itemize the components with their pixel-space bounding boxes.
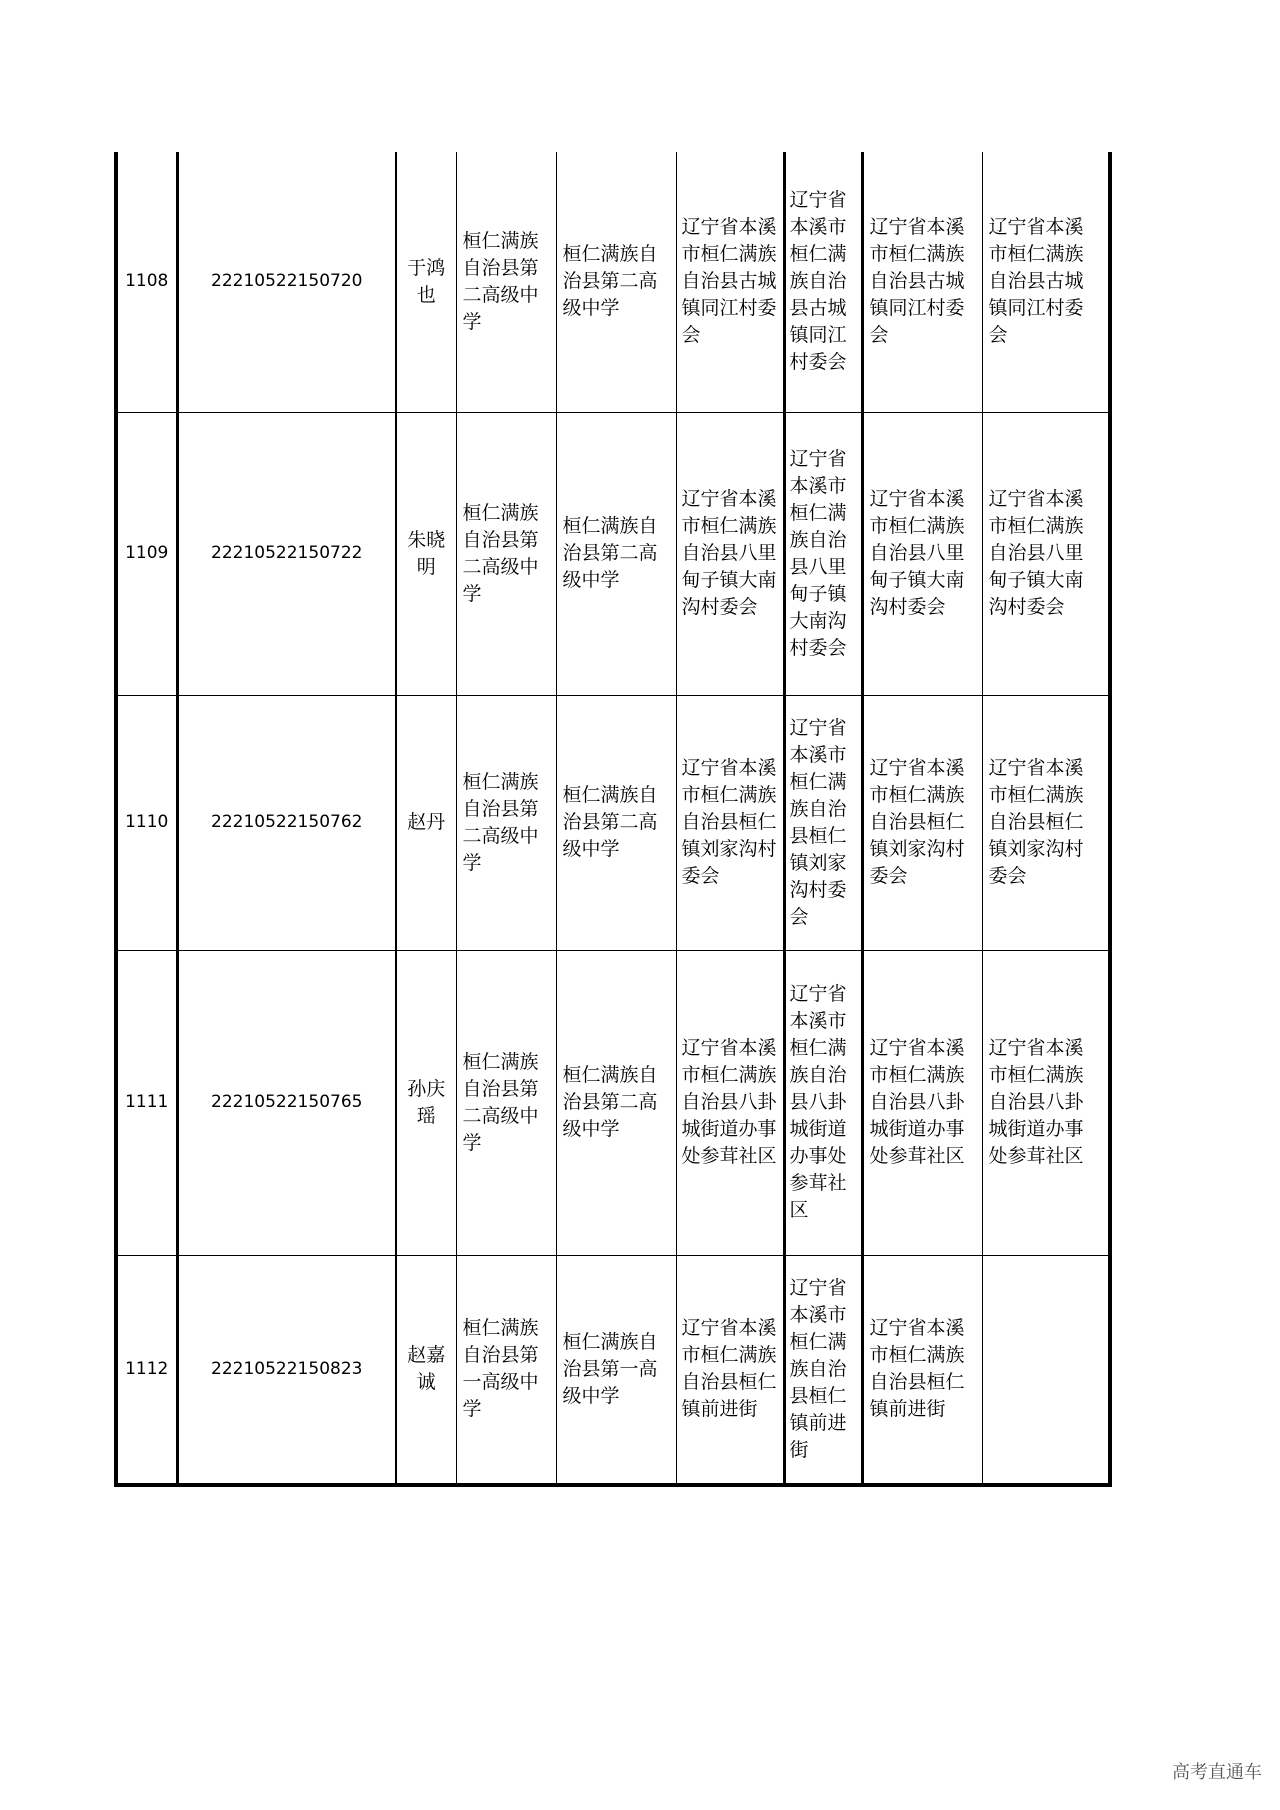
table-row xyxy=(116,412,1110,695)
location-v2: 辽宁省本溪市桓仁满族自治县桓仁镇前进街 xyxy=(862,1255,982,1485)
location-v1: 辽宁省本溪市桓仁满族自治县桓仁镇刘家沟村委会 xyxy=(784,695,862,950)
school-admit: 桓仁满族自治县第二高级中学 xyxy=(556,412,676,695)
location-v1: 辽宁省本溪市桓仁满族自治县古城镇同江村委会 xyxy=(784,152,862,412)
location-v2: 辽宁省本溪市桓仁满族自治县古城镇同江村委会 xyxy=(862,152,982,412)
roster-table xyxy=(114,152,1112,1487)
school-admit: 桓仁满族自治县第二高级中学 xyxy=(556,695,676,950)
school-admit: 桓仁满族自治县第二高级中学 xyxy=(556,950,676,1255)
exam-id: 22210522150720 xyxy=(177,152,396,412)
table-row xyxy=(116,950,1110,1255)
school-admit: 桓仁满族自治县第二高级中学 xyxy=(556,152,676,412)
location-v3: 辽宁省本溪市桓仁满族自治县桓仁镇刘家沟村委会 xyxy=(982,695,1110,950)
location-v2: 辽宁省本溪市桓仁满族自治县八里甸子镇大南沟村委会 xyxy=(862,412,982,695)
location-v2: 辽宁省本溪市桓仁满族自治县八卦城街道办事处参茸社区 xyxy=(862,950,982,1255)
location-v3 xyxy=(982,1255,1110,1485)
school: 桓仁满族自治县第二高级中学 xyxy=(456,950,556,1255)
exam-id: 22210522150762 xyxy=(177,695,396,950)
row-number: 1110 xyxy=(116,695,177,950)
student-name: 朱晓明 xyxy=(396,412,456,695)
school: 桓仁满族自治县第一高级中学 xyxy=(456,1255,556,1485)
row-number: 1112 xyxy=(116,1255,177,1485)
table-row xyxy=(116,1255,1110,1485)
student-name: 孙庆瑶 xyxy=(396,950,456,1255)
table-row xyxy=(116,152,1110,412)
school-admit: 桓仁满族自治县第一高级中学 xyxy=(556,1255,676,1485)
location: 辽宁省本溪市桓仁满族自治县八里甸子镇大南沟村委会 xyxy=(676,412,784,695)
table-row xyxy=(116,695,1110,950)
location-v1: 辽宁省本溪市桓仁满族自治县八里甸子镇大南沟村委会 xyxy=(784,412,862,695)
student-name: 赵丹 xyxy=(396,695,456,950)
exam-id: 22210522150823 xyxy=(177,1255,396,1485)
row-number: 1108 xyxy=(116,152,177,412)
row-number: 1111 xyxy=(116,950,177,1255)
watermark: 高考直通车 xyxy=(1172,1762,1262,1783)
school: 桓仁满族自治县第二高级中学 xyxy=(456,695,556,950)
exam-id: 22210522150722 xyxy=(177,412,396,695)
location-v2: 辽宁省本溪市桓仁满族自治县桓仁镇刘家沟村委会 xyxy=(862,695,982,950)
location-v3: 辽宁省本溪市桓仁满族自治县八里甸子镇大南沟村委会 xyxy=(982,412,1110,695)
location: 辽宁省本溪市桓仁满族自治县桓仁镇刘家沟村委会 xyxy=(676,695,784,950)
location: 辽宁省本溪市桓仁满族自治县古城镇同江村委会 xyxy=(676,152,784,412)
location: 辽宁省本溪市桓仁满族自治县桓仁镇前进街 xyxy=(676,1255,784,1485)
student-name: 赵嘉诚 xyxy=(396,1255,456,1485)
school: 桓仁满族自治县第二高级中学 xyxy=(456,412,556,695)
location: 辽宁省本溪市桓仁满族自治县八卦城街道办事处参茸社区 xyxy=(676,950,784,1255)
location-v3: 辽宁省本溪市桓仁满族自治县八卦城街道办事处参茸社区 xyxy=(982,950,1110,1255)
exam-id: 22210522150765 xyxy=(177,950,396,1255)
row-number: 1109 xyxy=(116,412,177,695)
school: 桓仁满族自治县第二高级中学 xyxy=(456,152,556,412)
location-v1: 辽宁省本溪市桓仁满族自治县八卦城街道办事处参茸社区 xyxy=(784,950,862,1255)
student-name: 于鸿也 xyxy=(396,152,456,412)
location-v3: 辽宁省本溪市桓仁满族自治县古城镇同江村委会 xyxy=(982,152,1110,412)
location-v1: 辽宁省本溪市桓仁满族自治县桓仁镇前进街 xyxy=(784,1255,862,1485)
